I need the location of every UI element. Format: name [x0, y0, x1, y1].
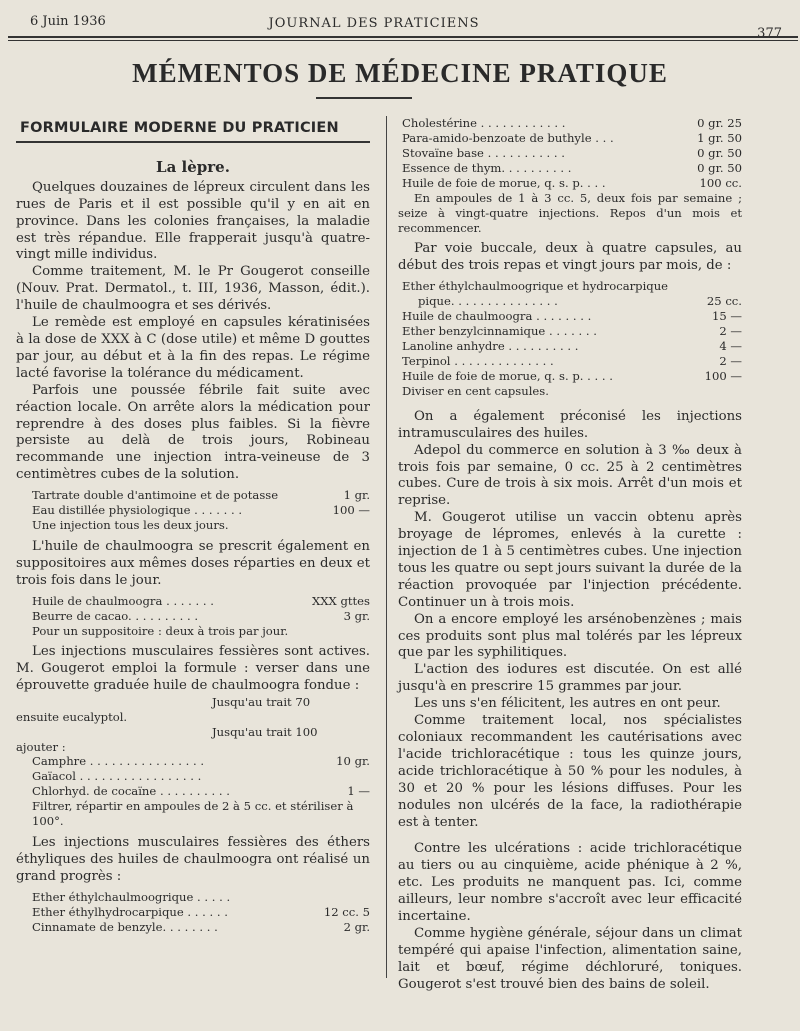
paragraph: On a également préconisé les injections intramusculaires des huiles. — [398, 408, 742, 441]
prescription-note: Filtrer, répartir en ampoules de 2 à 5 cc. et stériliser à 100°. — [32, 799, 354, 829]
left-column — [16, 116, 370, 935]
prescription-row: Stovaïne base . . . . . . . . . . . 0 gr. 50 — [402, 146, 742, 160]
prescription-note: En ampoules de 1 à 3 cc. 5, deux fois par semaine ; seize à vingt-quatre injections. Repos d'un mois et recommencer. — [398, 191, 742, 235]
trait-line: Jusqu'au trait 70 — [212, 695, 311, 710]
prescription-row: Ether éthylchaulmoogrique . . . . . — [32, 889, 231, 904]
right-column — [398, 116, 742, 994]
prescription-3 — [16, 754, 370, 829]
paragraph: Par voie buccale, deux à quatre capsules, au début des trois repas et vingt jours par mois, de : — [398, 241, 742, 274]
prescription-row: Cinnamate de benzyle. . . . . . . . 2 gr. — [32, 919, 370, 934]
article-subtitle: La lèpre. — [156, 157, 230, 176]
paragraph: Parfois une poussée fébrile fait suite avec réaction locale. On arrête alors la médication pour reprendre à des doses plus faibles. Si la fièvre persiste au delà de trois jours, Robineau recommande une injection intra-veineuse de 3 centimètres cubes de la solution. — [16, 382, 370, 483]
prescription-row: Para-amido-benzoate de buthyle . . . 1 gr. 50 — [402, 131, 742, 145]
banner-underline — [316, 97, 412, 99]
paragraph: Comme traitement, M. le Pr Gougerot conseille (Nouv. Prat. Dermatol., t. III, 1936, Masson, édit.). l'huile de chaulmoogra et ses dérivés. — [16, 264, 370, 314]
prescription-2 — [16, 594, 370, 639]
page-number: 377 — [757, 26, 782, 41]
header-rule-thin — [8, 40, 798, 41]
prescription-row: Huile de foie de morue, q. s. p. . . . . 100 — — [402, 369, 742, 383]
prescription-6 — [398, 279, 742, 399]
section-title: FORMULAIRE MODERNE DU PRATICIEN — [20, 120, 339, 136]
prescription-note: Une injection tous les deux jours. — [32, 518, 229, 533]
paragraph: Quelques douzaines de lépreux circulent dans les rues de Paris et il est possible qu'il y en ait en province. Dans les colonies françaises, la maladie est très répandue. Elle frapperait jusqu'à quatre-vingt mille individus. — [16, 179, 370, 263]
prescription-row: Huile de chaulmoogra . . . . . . . XXX gttes — [32, 593, 370, 608]
prescription-5 — [398, 116, 742, 191]
paragraph: Les injections musculaires fessières sont actives. M. Gougerot emploi la formule : verser dans une éprouvette graduée huile de chaulmoogra fondue : — [16, 644, 370, 694]
prescription-row: Huile de chaulmoogra . . . . . . . . 15 — — [402, 309, 742, 323]
prescription-4 — [16, 890, 370, 935]
paragraph: Adepol du commerce en solution à 3 ‰ deux à trois fois par semaine, 0 cc. 25 à 2 centimètres cubes. Cure de trois à six mois. Arrêt d'un mois et reprise. — [398, 442, 742, 509]
trait-line: Jusqu'au trait 100 — [212, 724, 318, 739]
paragraph: Comme traitement local, nos spécialistes coloniaux recommandent les cautérisations avec l'acide trichloracétique : tous les quinze jours, acide trichloracétique à 50 % pour les nodules, à 30 et 20 % pour les lésions diffuses. Pour les nodules non ulcérés de la face, la radiothérapie est à tenter. — [398, 713, 742, 830]
paragraph: L'huile de chaulmoogra se prescrit également en suppositoires aux mêmes doses réparties en deux et trois fois dans le jour. — [16, 538, 370, 588]
prescription-1 — [16, 488, 370, 533]
prescription-row: Tartrate double d'antimoine et de potasse 1 gr. — [32, 488, 370, 503]
prescription-row: Ether éthylhydrocarpique . . . . . . 12 cc. 5 — [32, 904, 370, 919]
paragraph: L'action des iodures est discutée. On est allé jusqu'à en prescrire 15 grammes par jour. — [398, 662, 742, 695]
prescription-row: Essence de thym. . . . . . . . . . 0 gr. 50 — [402, 161, 742, 175]
paragraph: On a encore employé les arsénobenzènes ; mais ces produits sont plus mal tolérés par les lépreux que par les syphilitiques. — [398, 611, 742, 661]
paragraph: Les uns s'en félicitent, les autres en ont peur. — [414, 696, 721, 712]
paragraph: Comme hygiène générale, séjour dans un climat tempéré qui apaise l'infection, alimentation saine, lait et bœuf, régime déchloruré, toniques. Gougerot s'est trouvé bien des bains de soleil. — [398, 925, 742, 992]
issue-date: 6 Juin 1936 — [30, 14, 106, 29]
prescription-note: Diviser en cent capsules. — [402, 384, 549, 398]
header-rule — [8, 36, 798, 38]
prescription-head: Ether éthylchaulmoogrique et hydrocarpique — [402, 279, 669, 294]
ensuite-line: ensuite eucalyptol. — [16, 709, 128, 724]
paragraph: M. Gougerot utilise un vaccin obtenu après broyage de lépromes, enlevés à la curette : injection de 1 à 5 centimètres cubes. Une injection tous les quatre ou sept jours suivant la durée de la réaction provoquée par l'injection précédente. Continuer un à trois mois. — [398, 510, 742, 610]
paragraph: Le remède est employé en capsules kératinisées à la dose de XXX à C (dose utile) et même D gouttes par jour, au début et à la fin des repas. Le régime lacté favorise la tolérance du médicament. — [16, 315, 370, 381]
prescription-row: Eau distillée physiologique . . . . . . . 100 — — [32, 503, 370, 518]
ajouter-line: ajouter : — [16, 739, 66, 754]
paragraph: Les injections musculaires fessières des éthers éthyliques des huiles de chaulmoogra ont réalisé un grand progrès : — [16, 834, 370, 884]
prescription-row: Gaïacol . . . . . . . . . . . . . . . . . — [32, 769, 202, 784]
journal-name: JOURNAL DES PRATICIENS — [268, 16, 480, 31]
prescription-row: Beurre de cacao. . . . . . . . . . 3 gr. — [32, 608, 370, 623]
running-header — [18, 14, 782, 41]
prescription-row: Camphre . . . . . . . . . . . . . . . . 10 gr. — [32, 754, 370, 769]
prescription-row: Cholestérine . . . . . . . . . . . . 0 gr. 25 — [402, 116, 742, 130]
prescription-row: pique. . . . . . . . . . . . . . . 25 cc. — [418, 294, 742, 308]
section-title-rule — [16, 141, 370, 143]
prescription-note: Pour un suppositoire : deux à trois par jour. — [32, 623, 289, 638]
paragraph: Contre les ulcérations : acide trichloracétique au tiers ou au cinquième, acide phénique à 2 %, etc. Les produits ne manquent pas. Ici, comme ailleurs, leur nombre s'accroît avec leur efficacité incertaine. — [398, 841, 742, 925]
column-divider — [386, 116, 387, 978]
prescription-row: Terpinol . . . . . . . . . . . . . . 2 — — [402, 354, 742, 368]
prescription-row: Huile de foie de morue, q. s. p. . . . 100 cc. — [402, 176, 742, 190]
prescription-row: Ether benzylcinnamique . . . . . . . 2 — — [402, 324, 742, 338]
section-banner: MÉMENTOS DE MÉDECINE PRATIQUE — [132, 58, 668, 88]
prescription-row: Lanoline anhydre . . . . . . . . . . 4 — — [402, 339, 742, 353]
prescription-row: Chlorhyd. de cocaïne . . . . . . . . . . 1 — — [32, 784, 370, 799]
